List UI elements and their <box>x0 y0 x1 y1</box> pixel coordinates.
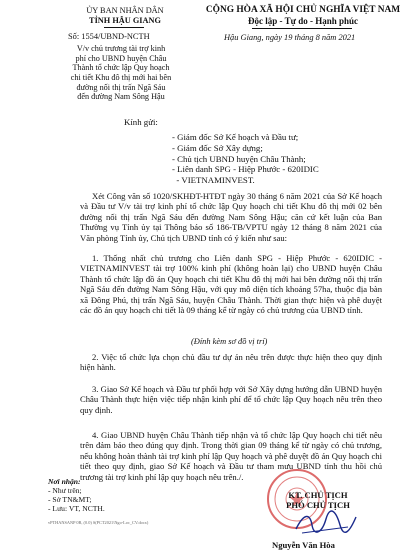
document-subject <box>56 44 186 102</box>
document-number: Số: 1554/UBND-NCTH <box>68 32 150 41</box>
kinh-gui-label: Kính gửi: <box>124 117 158 127</box>
distribution-heading: Nơi nhận: <box>48 477 81 486</box>
national-header <box>196 5 410 27</box>
issuing-agency <box>54 6 196 25</box>
signer-name: Nguyễn Văn Hòa <box>272 540 335 550</box>
subject-line: đường nối thị trấn Ngã Sáu <box>76 82 166 92</box>
paragraph-preamble: Xét Công văn số 1020/SKHĐT-HTĐT ngày 30 tháng 6 năm 2021 của Sở Kế hoạch và Đầu tư V/v tài trợ kinh phí tổ chức lập Quy hoạch chi tiết Khu đô thị mới 02 bên đường nối thị trấn Ngã Sáu đến đường Nam Sông Hậu; căn cứ kết luận của Ban Thường vụ Tỉnh ủy tại Thông báo số 186-TB/VPTU ngày 12 tháng 8 năm 2021 của Văn phòng Tỉnh ủy, Chủ tịch UBND tỉnh có ý kiến như sau: <box>80 191 382 243</box>
nation-motto: Độc lập - Tự do - Hạnh phúc <box>247 16 358 27</box>
paragraph-item-3: 3. Giao Sở Kế hoạch và Đầu tư phối hợp với Sở Xây dựng hướng dẫn UBND huyện Châu Thành thực hiện việc tiếp nhận kinh phí để tổ chức lập Quy hoạch nêu trên theo quy định. <box>80 384 382 415</box>
recipient-list <box>172 132 319 186</box>
handwritten-signature-icon <box>292 507 360 537</box>
paragraph-item-1: 1. Thống nhất chủ trương cho Liên danh SPG - Hiệp Phước - 620IDIC - VIETNAMINVEST tài trợ 100% kinh phí (không hoàn lại) cho UBND huyện Châu Thành tổ chức lập đồ án Quy hoạch chi tiết Khu đô thị mới hai bên đường nối thị trấn Ngã Sáu đến đường Nam Sông Hậu, với quy mô diện tích khoảng 57ha, thuộc địa bàn xã Đông Phú, thị trấn Ngã Sáu, huyện Châu Thành. Thời gian thực hiện và phê duyệt các đồ án quy hoạch chi tiết là 09 tháng kể từ ngày có chủ trương của UBND tỉnh. <box>80 253 382 316</box>
paragraph-item-4: 4. Giao UBND huyện Châu Thành tiếp nhận và tổ chức lập Quy hoạch chi tiết nêu trên đảm bảo theo đúng quy định. Trong thời gian 09 tháng kể từ ngày có chủ trương, nếu không hoàn thành tài trợ kinh phí lập Quy hoạch và phê duyệt đồ án Quy hoạch chi tiết theo quy định, giao Sở Kế hoạch và Đầu tư tham mưu UBND tỉnh thu hồi chủ trương tài trợ kinh phí lập quy hoạch nêu trên./. <box>80 430 382 482</box>
signer-role-2: PHÓ CHỦ TỊCH <box>286 500 350 511</box>
recipient-item: - Liên danh SPG - Hiệp Phước - 620IDIC <box>172 164 319 175</box>
agency-line-2: TỈNH HẬU GIANG <box>89 15 161 25</box>
distribution-list <box>48 478 105 514</box>
subject-line: Thành tổ chức lập Quy hoạch <box>72 63 170 73</box>
subject-line: V/v chủ trương tài trợ kinh <box>76 44 166 53</box>
distribution-item: - Lưu: VT, NCTH. <box>48 503 105 513</box>
signer-role-1: KT. CHỦ TỊCH <box>288 490 348 500</box>
subject-line: chi tiết Khu đô thị mới hai bên <box>70 73 172 83</box>
recipient-item: - VIETNAMINVEST. <box>172 175 255 186</box>
recipient-item: - Chủ tịch UBND huyện Châu Thành; <box>172 153 306 164</box>
subject-line: phí cho UBND huyện Châu <box>75 53 167 63</box>
issue-date: Hậu Giang, ngày 19 tháng 8 năm 2021 <box>224 33 356 42</box>
distribution-item: - Sở TN&MT; <box>48 494 92 504</box>
subject-line: đến đường Nam Sông Hậu <box>77 92 165 102</box>
file-path-footer: vPTHANSANP 0B, (0.0) S(PCT2021\Ngo-Loc_CV.docx) <box>48 520 149 525</box>
agency-line-1: ỦY BAN NHÂN DÂN <box>86 6 164 15</box>
nation-title: CỘNG HÒA XÃ HỘI CHỦ NGHĨA VIỆT NAM <box>205 5 401 15</box>
distribution-item: - Như trên; <box>48 485 82 495</box>
attachment-note: (Đính kèm sơ đồ vị trí) <box>191 337 268 346</box>
recipient-item: - Giám đốc Sở Kế hoạch và Đầu tư; <box>172 132 299 142</box>
paragraph-item-2: 2. Việc tổ chức lựa chọn chủ đầu tư dự án nêu trên được thực hiện theo quy định hiện hành. <box>80 352 382 373</box>
motto-underline <box>252 28 352 29</box>
recipient-item: - Giám đốc Sở Xây dựng; <box>172 142 263 153</box>
agency-underline <box>104 27 144 28</box>
